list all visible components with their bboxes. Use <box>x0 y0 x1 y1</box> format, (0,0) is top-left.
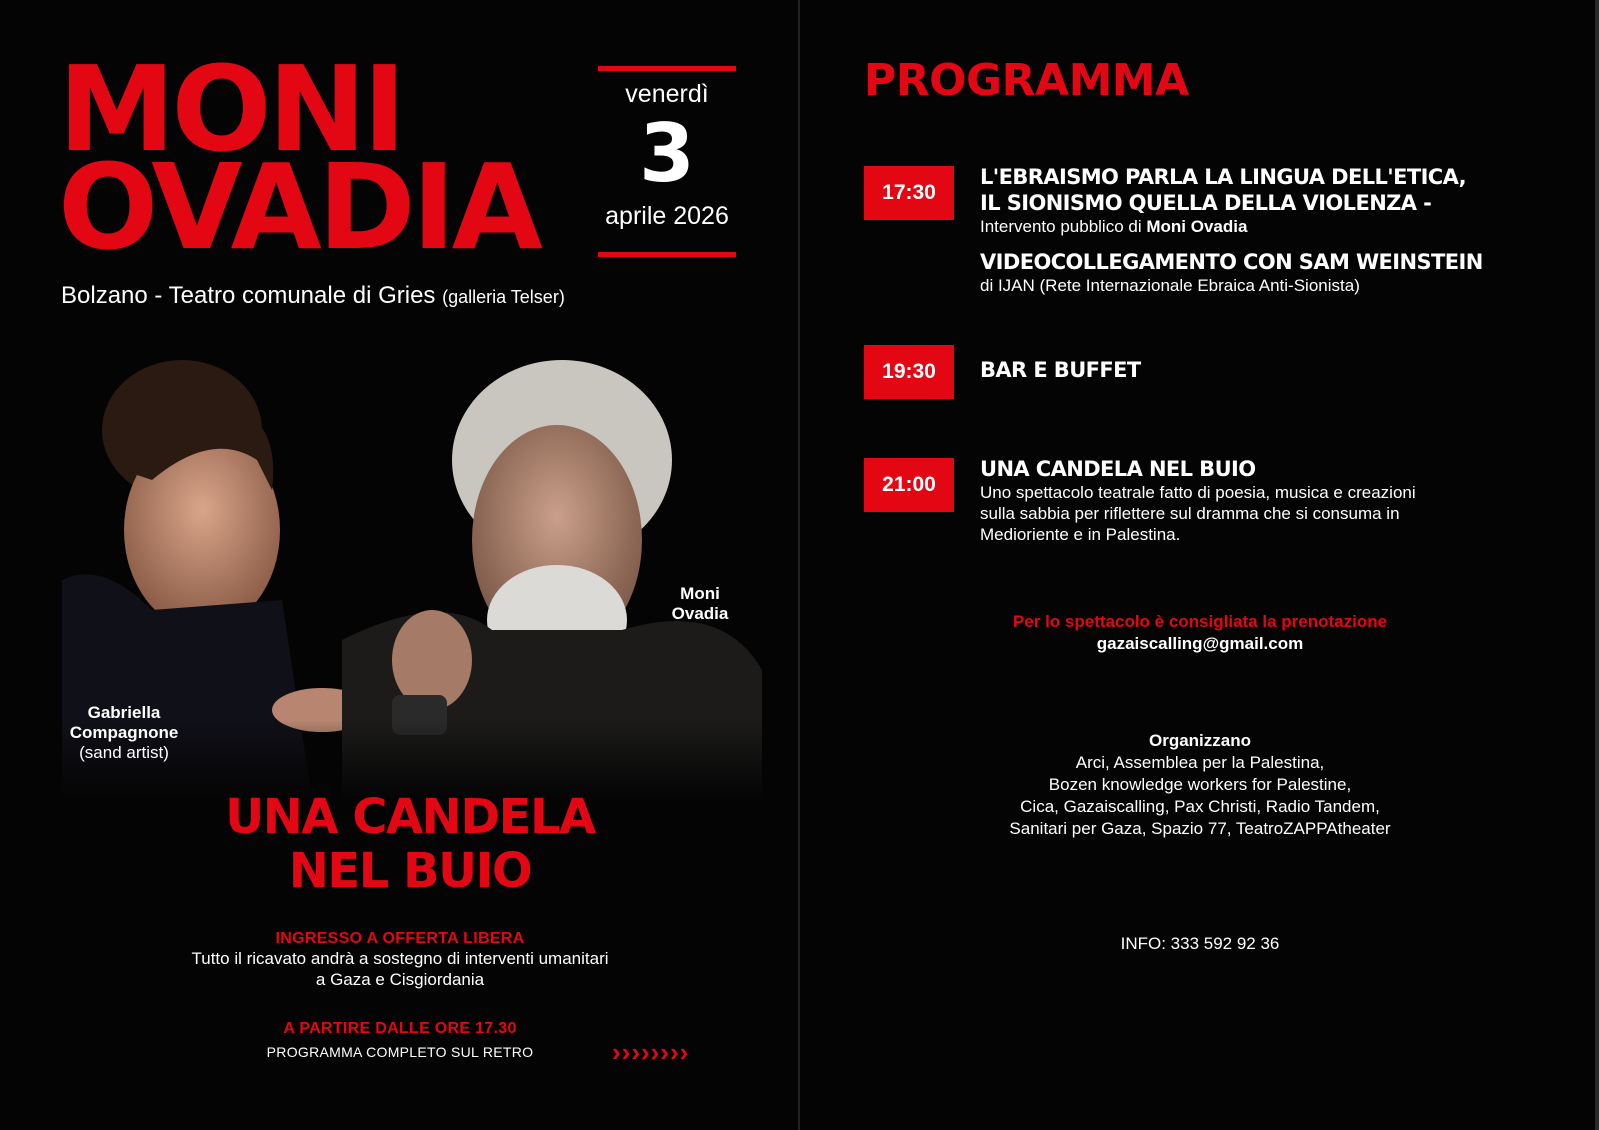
venue <box>61 282 565 310</box>
show-title-line1: UNA CANDELA <box>225 789 595 845</box>
slot-sub-name: Moni Ovadia <box>1146 217 1248 236</box>
slot-heading: L'EBRAISMO PARLA LA LINGUA DELL'ETICA, <box>980 165 1467 189</box>
caption-moni-ovadia <box>660 584 740 624</box>
show-title-line2: NEL BUIO <box>288 843 532 899</box>
time-badge: 21:00 <box>864 458 954 512</box>
date-divider-top <box>598 66 736 71</box>
organizers-line: Sanitari per Gaza, Spazio 77, TeatroZAPPAtheater <box>1009 819 1391 838</box>
date-month-year: aprile 2026 <box>605 202 729 230</box>
slot-sub-prefix: Intervento pubblico di <box>980 217 1147 236</box>
program-title: PROGRAMMA <box>864 55 1189 106</box>
slot-heading: BAR E BUFFET <box>980 358 1141 382</box>
booking-info <box>960 612 1440 654</box>
organizers-line: Bozen knowledge workers for Palestine, <box>1048 775 1352 794</box>
caption-moni-line2: Ovadia <box>671 604 729 623</box>
time-badge: 17:30 <box>864 166 954 220</box>
chevron-right-icon: ›››››››› <box>612 1037 690 1067</box>
slot-content <box>980 456 1520 545</box>
date-divider-bottom <box>598 252 736 257</box>
slot-content <box>980 357 1520 383</box>
booking-note: Per lo spettacolo è consigliata la prenotazione <box>1012 612 1388 631</box>
entry-line1: Tutto il ricavato andrà a sostegno di interventi umanitari <box>191 949 609 968</box>
time-badge: 19:30 <box>864 345 954 399</box>
slot-content <box>980 164 1520 296</box>
slot-heading-2: VIDEOCOLLEGAMENTO CON SAM WEINSTEIN <box>980 250 1483 274</box>
caption-gabriella-role: (sand artist) <box>79 743 169 762</box>
event-date <box>598 66 736 259</box>
slot-heading: UNA CANDELA NEL BUIO <box>980 457 1256 481</box>
organizers-heading: Organizzano <box>1148 731 1251 750</box>
slot-desc: Uno spettacolo teatrale fatto di poesia, musica e creazioni <box>980 483 1416 502</box>
slot-desc: Medioriente e in Palestina. <box>980 525 1181 544</box>
entry-line2: a Gaza e Cisgiordania <box>315 970 485 989</box>
start-info <box>130 1020 670 1060</box>
venue-main: Bolzano - Teatro comunale di Gries <box>61 282 436 309</box>
slot-sub <box>980 216 1520 237</box>
organizers <box>960 730 1440 840</box>
entry-info <box>130 930 670 990</box>
caption-gabriella-line1: Gabriella <box>87 703 161 722</box>
booking-email-link[interactable]: gazaiscalling@gmail.com <box>1096 634 1304 653</box>
organizers-line: Cica, Gazaiscalling, Pax Christi, Radio Tandem, <box>1020 797 1380 816</box>
caption-gabriella-compagnone <box>54 703 194 763</box>
slot-sub-2: di IJAN (Rete Internazionale Ebraica Anti-Sionista) <box>980 276 1360 295</box>
entry-heading: INGRESSO A OFFERTA LIBERA <box>275 930 525 947</box>
right-edge <box>1595 0 1599 1130</box>
poster-front-panel <box>0 0 798 1130</box>
start-sub: PROGRAMMA COMPLETO SUL RETRO <box>266 1044 534 1060</box>
info-phone: INFO: 333 592 92 36 <box>1120 934 1280 953</box>
caption-gabriella-line2: Compagnone <box>69 723 179 742</box>
title-line-1: MONI <box>58 40 403 178</box>
slot-heading: IL SIONISMO QUELLA DELLA VIOLENZA - <box>980 191 1432 215</box>
start-heading: A PARTIRE DALLE ORE 17.30 <box>283 1020 517 1037</box>
show-title <box>150 790 670 898</box>
venue-detail: (galleria Telser) <box>442 287 565 307</box>
title-line-2: OVADIA <box>58 138 539 276</box>
caption-moni-line1: Moni <box>680 584 720 603</box>
organizers-line: Arci, Assemblea per la Palestina, <box>1075 753 1325 772</box>
date-weekday: venerdì <box>625 80 709 108</box>
date-day-number: 3 <box>639 107 695 200</box>
performer-name-title <box>58 40 539 276</box>
slot-desc: sulla sabbia per riflettere sul dramma che si consuma in <box>980 504 1400 523</box>
